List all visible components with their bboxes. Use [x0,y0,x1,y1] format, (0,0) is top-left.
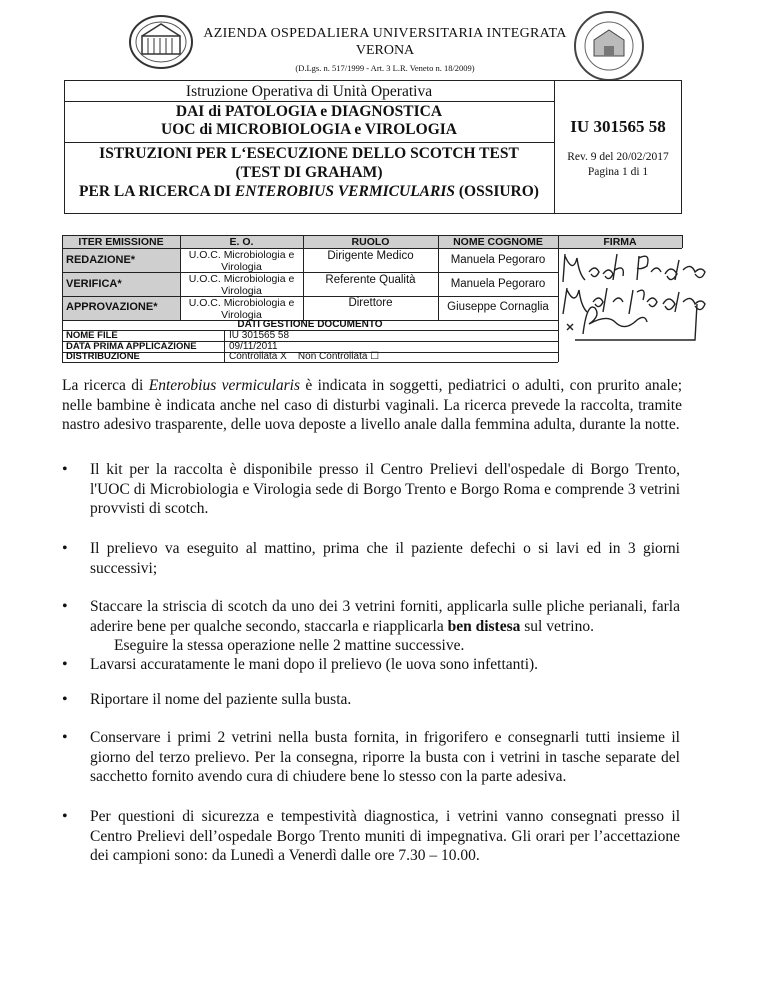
header-signature: FIRMA [603,236,637,248]
step-verifica: VERIFICA* [66,278,122,290]
header-name: NOME COGNOME [453,236,543,248]
title-line1: ISTRUZIONI PER L‘ESECUZIONE DELLO SCOTCH TEST [99,145,519,162]
value-distribution: Controllata X Non Controllata ☐ [229,351,380,362]
revision: Rev. 9 del 20/02/2017 [567,151,669,163]
bullet-icon: • [62,656,68,673]
name-verifica: Manuela Pegoraro [450,278,546,290]
name-redazione: Manuela Pegoraro [450,254,546,266]
doc-type: Istruzione Operativa di Unità Operativa [185,83,433,100]
bullet-icon: • [62,691,68,708]
instruction-delivery: Per questioni di sicurezza e tempestività diagnostica, i vetrini vanno consegnati presso il Centro Prelievi dell’ospedale Borgo Trento muniti di impegnativa. Gli orari per l’accettazione dei campioni sono: da Lunedì a Venerdì dalle ore 7.30 – 10.00. [90,808,680,864]
intro-paragraph: La ricerca di Enterobius vermicularis è indicata in soggetti, pediatrici o adulti, con prurito anale; nelle bambine è indicata anche nel caso di disturbi vaginali. La ricerca prevede la raccolta, tramite nastro adesivo trasparente, delle uova deposte a livello anale dalla femmina adulta, durante la notte. [62,377,683,433]
bullet-icon: • [62,540,68,557]
header-eo: E. O. [229,236,254,248]
department-line1: DAI di PATOLOGIA e DIAGNOSTICA [175,103,443,120]
label-distribution: DISTRIBUZIONE [66,351,140,362]
role-approvazione: Direttore [348,297,393,309]
name-approvazione: Giuseppe Cornaglia [447,301,549,313]
page-number: Pagina 1 di 1 [587,166,649,178]
doc-code: IU 301565 58 [570,117,666,136]
eo-verifica: U.O.C. Microbiologia e Virologia [188,273,295,297]
org-city: VERONA [355,43,415,58]
value-file-name: IU 301565 58 [229,330,290,341]
instruction-timing: Il prelievo va eseguito al mattino, prima che il paziente defechi o si lavi ed in 3 giorni successivi; [90,540,680,577]
label-file-name: NOME FILE [66,330,118,341]
step-approvazione: APPROVAZIONE* [66,301,158,313]
header-iter: ITER EMISSIONE [78,236,164,248]
instruction-kit: Il kit per la raccolta è disponibile presso il Centro Prelievi dell'ospedale di Borgo Trento, l'UOC di Microbiologia e Virologia sede di Borgo Trento e Borgo Roma e comprende 3 vetrini provvisti di scotch. [90,461,680,517]
university-seal-icon [128,14,194,70]
eo-approvazione: U.O.C. Microbiologia e Virologia [188,297,295,321]
instruction-storage: Conservare i primi 2 vetrini nella busta fornita, in frigorifero e consegnarli tutti insieme il giorno del terzo prelievo. Per la consegna, riporre la busta con i vetrini in tasche separate del sacchetto fornito avendo cura di chiudere bene lo stesso con la parte adesiva. [90,729,680,785]
step-redazione: REDAZIONE* [66,254,136,266]
department-line2: UOC di MICROBIOLOGIA e VIROLOGIA [161,121,457,138]
doc-title [64,144,554,201]
bullet-icon: • [62,598,68,615]
role-verifica: Referente Qualità [325,274,416,286]
label-first-application: DATA PRIMA APPLICAZIONE [66,341,197,352]
eo-redazione: U.O.C. Microbiologia e Virologia [188,249,295,273]
title-line2: (TEST DI GRAHAM) [235,164,383,181]
bullet-icon: • [62,808,68,825]
header-role: RUOLO [351,236,390,248]
title-line3: PER LA RICERCA DI ENTEROBIUS VERMICULARIS (OSSIURO) [79,183,539,200]
bullet-icon: • [62,461,68,478]
org-name: AZIENDA OSPEDALIERA UNIVERSITARIA INTEGRATA [203,26,567,41]
handwritten-signatures [555,244,725,344]
instruction-label: Riportare il nome del paziente sulla busta. [90,691,352,708]
value-first-application: 09/11/2011 [229,341,278,352]
role-redazione: Dirigente Medico [327,250,414,262]
management-header: DATI GESTIONE DOCUMENTO [237,319,383,330]
revision-info [554,150,682,180]
instruction-application: Staccare la striscia di scotch da uno dei 3 vetrini forniti, applicarla sulle pliche perianali, farla aderire bene per qualche secondo, staccarla e riapplicarla ben distesa sul vetrino. Eseguire la stessa operazione nelle 2 mattine successive. [90,598,680,654]
bullet-icon: • [62,729,68,746]
law-reference: (D.Lgs. n. 517/1999 - Art. 3 L.R. Veneto n. 18/2009) [295,63,475,73]
instruction-handwashing: Lavarsi accuratamente le mani dopo il prelievo (le uova sono infettanti). [90,656,539,673]
